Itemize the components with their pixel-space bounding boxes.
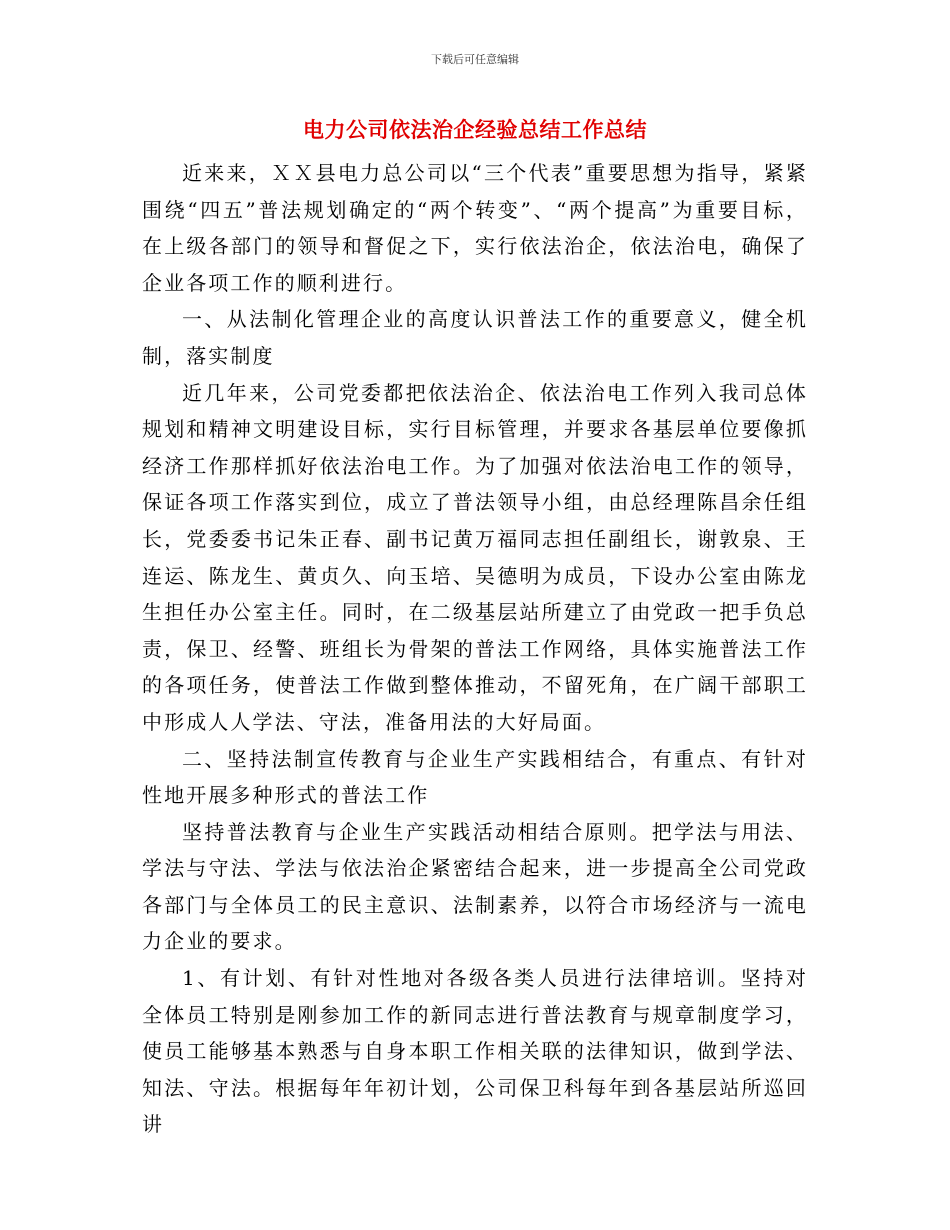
document-title: 电力公司依法治企经验总结工作总结	[303, 117, 647, 142]
section-heading-1: 一、从法制化管理企业的高度认识普法工作的重要意义，健全机制，落实制度	[142, 307, 808, 368]
document-body	[142, 155, 808, 1143]
paragraph-section-2: 坚持普法教育与企业生产实践活动相结合原则。把学法与用法、学法与守法、学法与依法治企紧密结合起来，进一步提高全公司党政各部门与全体员工的民主意识、法制素养，以符合市场经济与一流电力企业的要求。	[142, 819, 808, 954]
page-header-note: 下载后可任意编辑	[431, 53, 519, 66]
paragraph-intro: 近来来，ＸＸ县电力总公司以“三个代表”重要思想为指导，紧紧围绕“四五”普法规划确定的“两个转变”、“两个提高”为重要目标，在上级各部门的领导和督促之下，实行依法治企，依法治电，确保了企业各项工作的顺利进行。	[142, 161, 808, 295]
paragraph-item-1: 1、有计划、有针对性地对各级各类人员进行法律培训。坚持对全体员工特别是刚参加工作的新同志进行普法教育与规章制度学习，使员工能够基本熟悉与自身本职工作相关联的法律知识，做到学法、知法、守法。根据每年年初计划，公司保卫科每年到各基层站所巡回讲	[142, 966, 808, 1137]
paragraph-section-1: 近几年来，公司党委都把依法治企、依法治电工作列入我司总体规划和精神文明建设目标，实行目标管理，并要求各基层单位要像抓经济工作那样抓好依法治电工作。为了加强对依法治电工作的领导，保证各项工作落实到位，成立了普法领导小组，由总经理陈昌余任组长，党委委书记朱正春、副书记黄万福同志担任副组长，谢敦泉、王连运、陈龙生、黄贞久、向玉培、吴德明为成员，下设办公室由陈龙生担任办公室主任。同时，在二级基层站所建立了由党政一把手负总责，保卫、经警、班组长为骨架的普法工作网络，具体实施普法工作的各项任务，使普法工作做到整体推动，不留死角，在广阔干部职工中形成人人学法、守法，准备用法的大好局面。	[142, 380, 808, 734]
section-heading-2: 二、坚持法制宣传教育与企业生产实践相结合，有重点、有针对性地开展多种形式的普法工作	[142, 746, 808, 808]
